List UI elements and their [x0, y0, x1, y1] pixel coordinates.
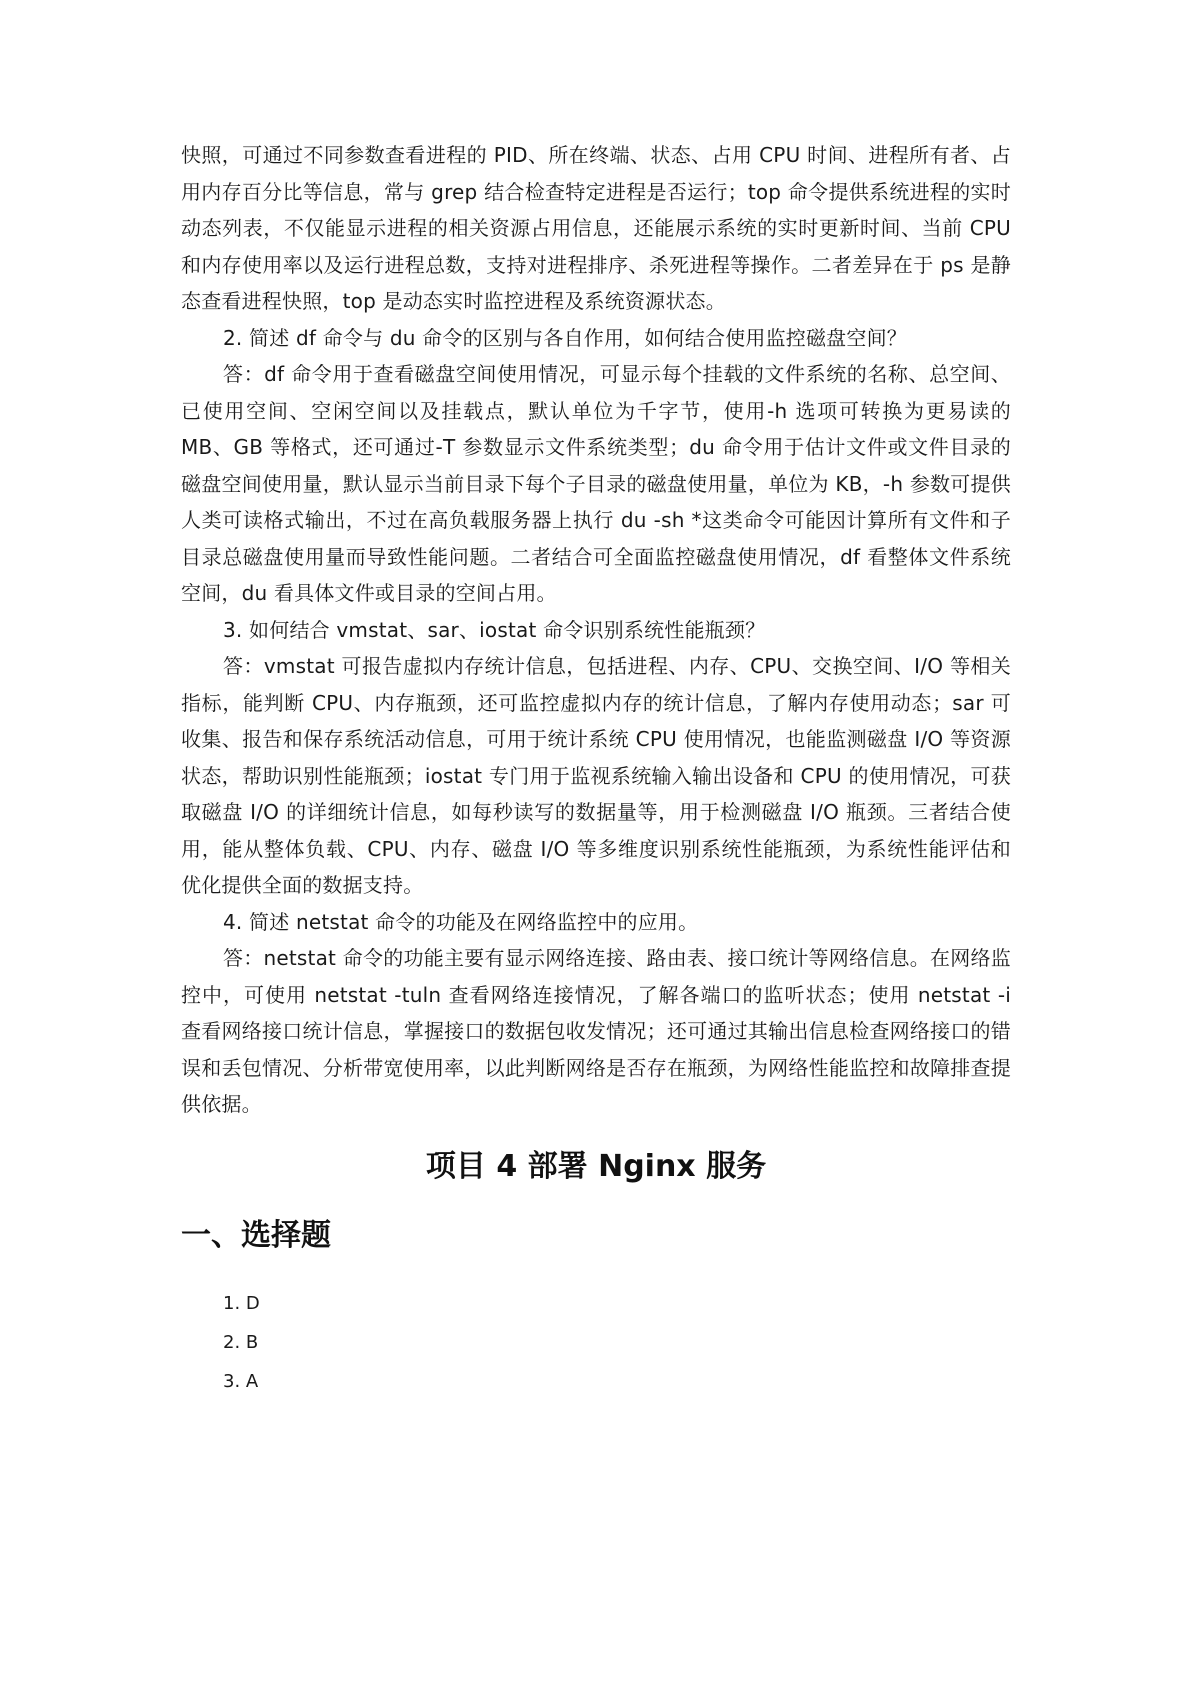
- list-item: 3. A: [223, 1370, 259, 1392]
- question-3: 3. 如何结合 vmstat、sar、iostat 命令识别系统性能瓶颈？: [223, 617, 766, 642]
- section-title: 一、选择题: [181, 1217, 331, 1253]
- list-item: 1. D: [223, 1292, 260, 1314]
- answer-2: 答：df 命令用于查看磁盘空间使用情况，可显示每个挂载的文件系统的名称、总空间、已使用空间、空闲空间以及挂载点，默认单位为千字节，使用-h 选项可转换为更易读的 MB、GB 等格式，还可通过-T 参数显示文件系统类型；du 命令用于估计文件或文件目录的磁盘空间使用量，默认显示当前目录下每个子目录的磁盘使用量，单位为 KB，-h 参数可提供人类可读格式输出，不过在高负载服务器上执行 du -sh *这类命令可能因计算所有文件和子目录总磁盘使用量而导致性能问题。二者结合可全面监控磁盘使用情况，df 看整体文件系统空间，du 看具体文件或目录的空间占用。: [181, 362, 1011, 605]
- answer-4: 答：netstat 命令的功能主要有显示网络连接、路由表、接口统计等网络信息。在网络监控中，可使用 netstat -tuln 查看网络连接情况，了解各端口的监听状态；使用 netstat -i 查看网络接口统计信息，掌握接口的数据包收发情况；还可通过其输出信息检查网络接口的错误和丢包情况、分析带宽使用率，以此判断网络是否存在瓶颈，为网络性能监控和故障排查提供依据。: [181, 946, 1011, 1116]
- question-4: 4. 简述 netstat 命令的功能及在网络监控中的应用。: [223, 909, 699, 934]
- paragraph-ps-top-continuation: 快照，可通过不同参数查看进程的 PID、所在终端、状态、占用 CPU 时间、进程所有者、占用内存百分比等信息，常与 grep 结合检查特定进程是否运行；top 命令提供系统进程的实时动态列表，不仅能显示进程的相关资源占用信息，还能展示系统的实时更新时间、当前 CPU 和内存使用率以及运行进程总数，支持对进程排序、杀死进程等操作。二者差异在于 ps 是静态查看进程快照，top 是动态实时监控进程及系统资源状态。: [181, 143, 1011, 313]
- list-item: 2. B: [223, 1331, 259, 1353]
- answer-list: [181, 1284, 1011, 1401]
- document-page: [181, 137, 1011, 1401]
- question-2: 2. 简述 df 命令与 du 命令的区别与各自作用，如何结合使用监控磁盘空间？: [223, 325, 907, 350]
- project-title: 项目 4 部署 Nginx 服务: [425, 1148, 767, 1184]
- answer-3: 答：vmstat 可报告虚拟内存统计信息，包括进程、内存、CPU、交换空间、I/O 等相关指标，能判断 CPU、内存瓶颈，还可监控虚拟内存的统计信息，了解内存使用动态；sar 可收集、报告和保存系统活动信息，可用于统计系统 CPU 使用情况，也能监测磁盘 I/O 等资源状态，帮助识别性能瓶颈；iostat 专门用于监视系统输入输出设备和 CPU 的使用情况，可获取磁盘 I/O 的详细统计信息，如每秒读写的数据量等，用于检测磁盘 I/O 瓶颈。三者结合使用，能从整体负载、CPU、内存、磁盘 I/O 等多维度识别系统性能瓶颈，为系统性能评估和优化提供全面的数据支持。: [181, 654, 1011, 897]
